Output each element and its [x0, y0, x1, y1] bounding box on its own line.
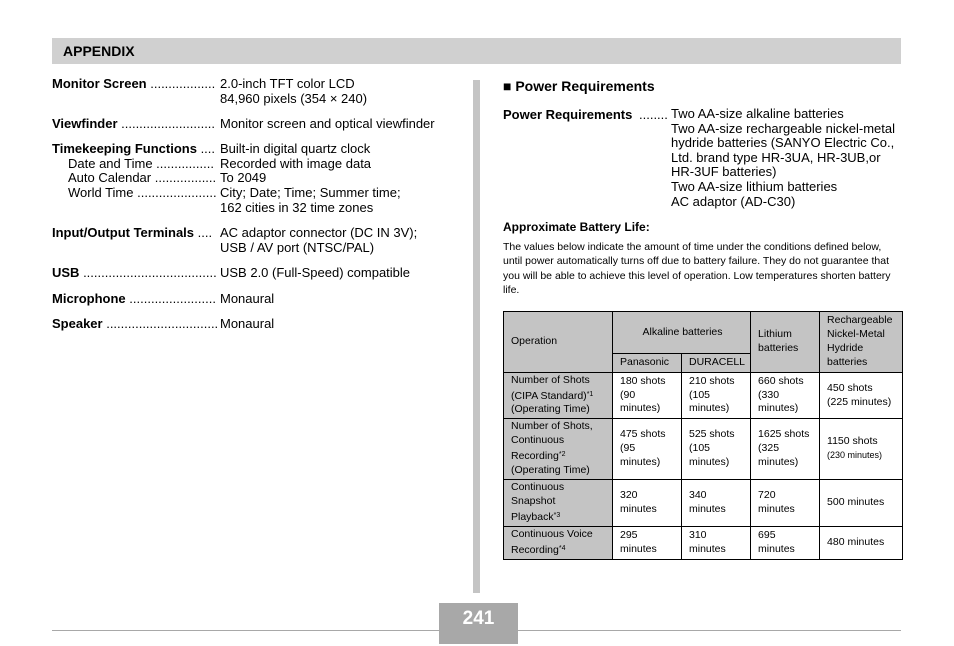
table-row: Number of Shots (CIPA Standard)$^{*1}$ (Operating Time) 180 shots (90 minutes) 210 shots (105 minutes) 660 shots (330 minutes) 450 shots (225 minutes) [504, 373, 903, 419]
header-operation: Operation [504, 312, 613, 373]
spec-value: Recorded with image data [220, 156, 372, 171]
spec-label: Speaker [52, 317, 103, 331]
spec-value: Built-in digital quartz clock [220, 141, 371, 156]
header-panasonic: Panasonic [613, 354, 682, 373]
spec-value: Monaural [220, 291, 275, 306]
spec-label: Viewfinder [52, 117, 118, 131]
table-row: Number of Shots, Continuous Recording$^{*2}$ (Operating Time) 475 shots (95 minutes) 525 shots (105 minutes) 1625 shots (325 minutes) 1150 shots (230 minutes) [504, 419, 903, 480]
header-duracell: DURACELL [682, 354, 751, 373]
power-req-label: Power Requirements [503, 107, 633, 122]
spec-label: Input/Output Terminals [52, 226, 195, 240]
spec-value: City; Date; Time; Summer time; 162 cities in 32 time zones [220, 185, 401, 215]
table-row: Continuous Snapshot Playback$^{*3}$ 320 minutes 340 minutes 720 minutes 500 minutes [504, 480, 903, 527]
spec-value: AC adaptor connector (DC IN 3V); USB / AV port (NTSC/PAL) [220, 225, 418, 255]
section-title: APPENDIX [63, 43, 135, 59]
power-section-title: ■ Power Requirements [503, 78, 655, 94]
spec-value: Monaural [220, 316, 275, 331]
spec-value: Monitor screen and optical viewfinder [220, 116, 435, 131]
spec-label: Monitor Screen [52, 77, 147, 91]
power-req-dots: ........ [639, 107, 668, 122]
spec-label: Microphone [52, 292, 126, 306]
page-number-box [439, 603, 518, 644]
spec-label: Timekeeping Functions [52, 142, 197, 156]
spec-value: 2.0-inch TFT color LCD 84,960 pixels (354 × 240) [220, 76, 368, 106]
spec-value: USB 2.0 (Full-Speed) compatible [220, 265, 411, 280]
power-req-values: Two AA-size alkaline batteries Two AA-size rechargeable nickel-metal hydride batteries (SANYO Electric Co., Ltd. brand type HR-3UA, HR-3UB,or HR-3UF batteries) Two AA-size lithium batteries AC adaptor (AD-C30) [671, 106, 895, 209]
spec-label: Date and Time [68, 157, 153, 171]
header-lithium: Lithium batteries [751, 312, 820, 373]
page-number: 241 [462, 608, 495, 629]
spec-label: World Time [68, 186, 134, 200]
battery-life-table [503, 311, 903, 560]
section-header-bar [52, 38, 901, 64]
header-nimh: Rechargeable Nickel-Metal Hydride batteries [820, 312, 903, 373]
column-divider [473, 80, 480, 593]
spec-value: To 2049 [220, 170, 267, 185]
header-alkaline: Alkaline batteries [613, 312, 751, 354]
spec-label: Auto Calendar [68, 171, 152, 185]
table-row: Continuous Voice Recording$^{*4}$ 295 minutes 310 minutes 695 minutes 480 minutes [504, 527, 903, 560]
battery-life-note: The values below indicate the amount of time under the conditions defined below, until power automatically turns off due to battery failure. They do not guarantee that you will be able to achieve this level of operation. Low temperatures shorten battery life. [503, 241, 891, 297]
spec-label: USB [52, 266, 80, 280]
battery-life-title: Approximate Battery Life: [503, 220, 650, 234]
